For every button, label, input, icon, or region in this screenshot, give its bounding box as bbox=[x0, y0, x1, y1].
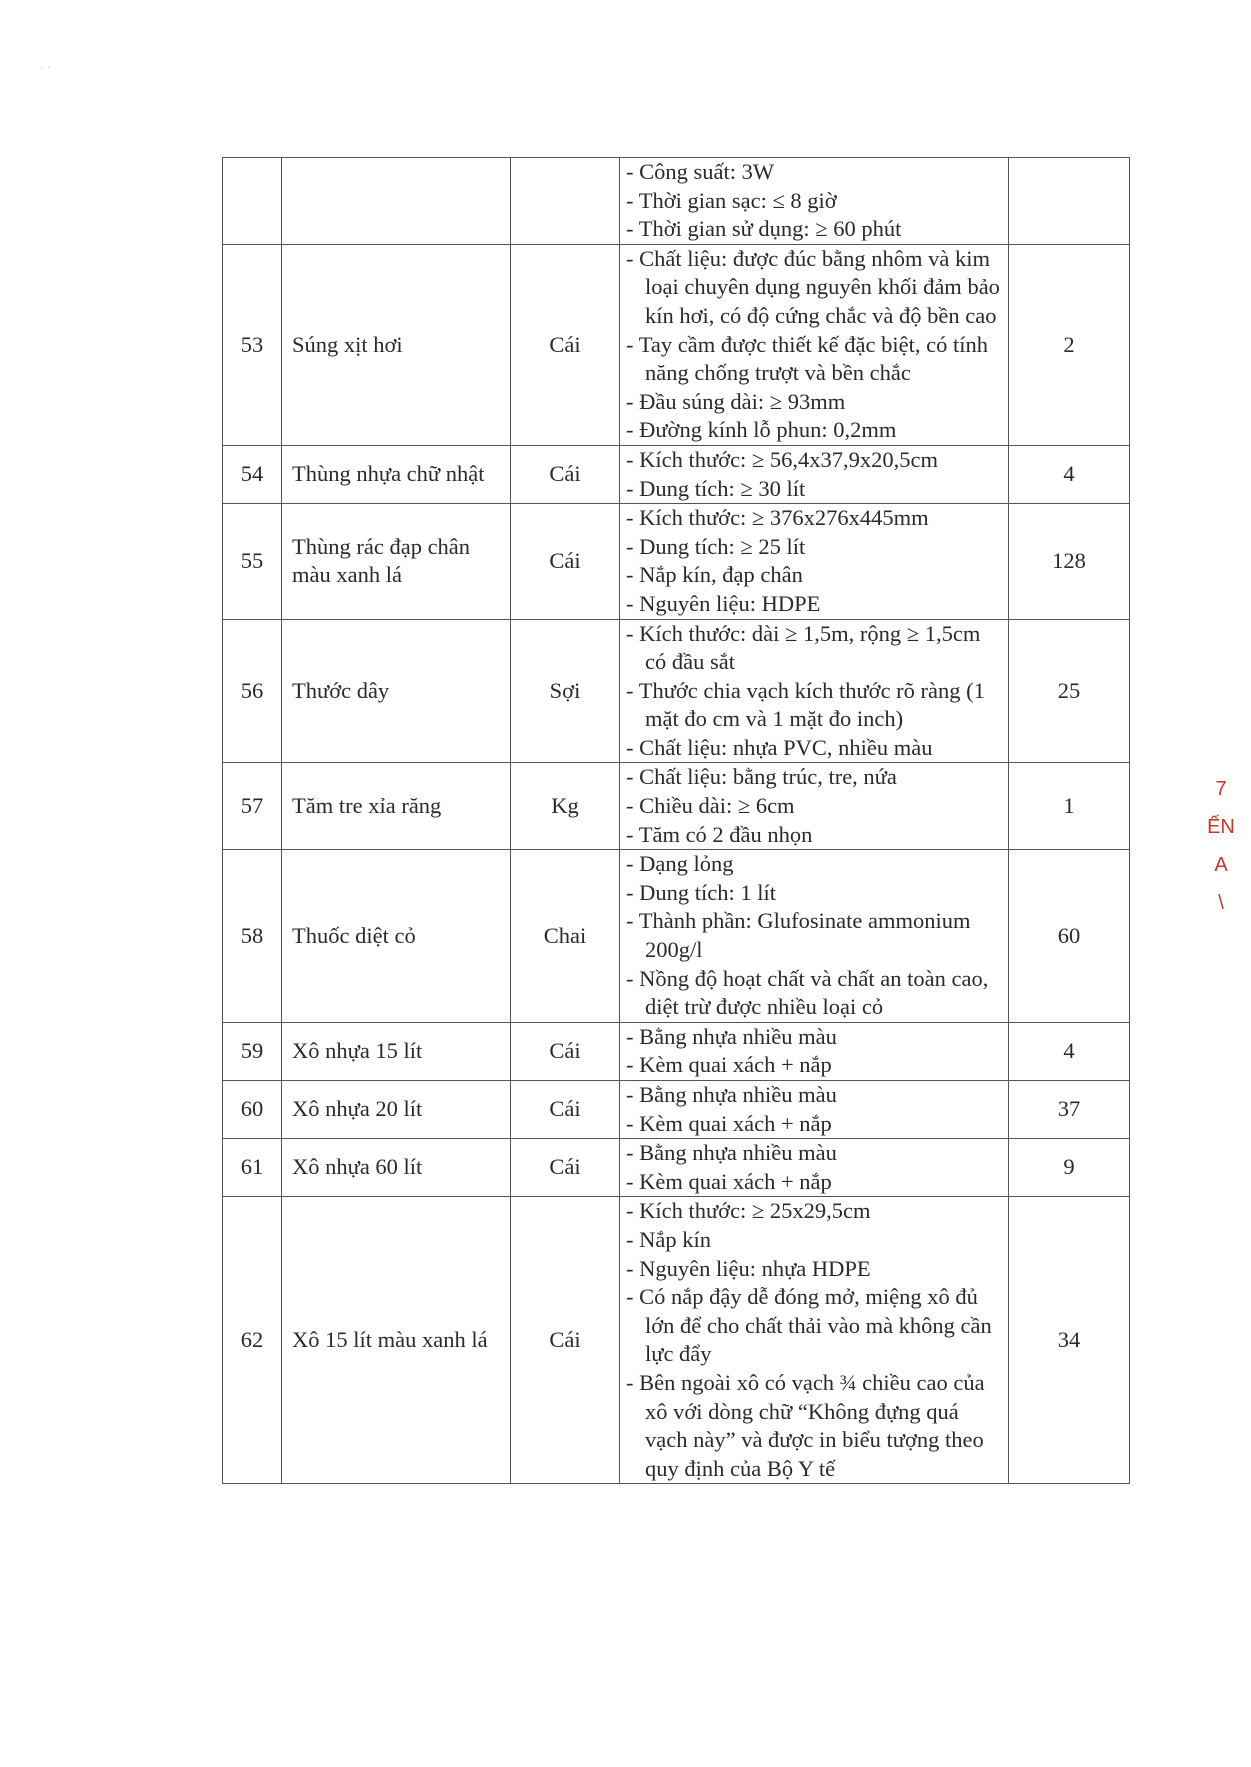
spec-line: - Thước chia vạch kích thước rõ ràng (1 mặt đo cm và 1 mặt đo inch) bbox=[626, 677, 985, 732]
quantity-cell: 34 bbox=[1009, 1197, 1130, 1484]
spec-line: - Chất liệu: được đúc bằng nhôm và kim loại chuyên dụng nguyên khối đảm bảo kín hơi, có độ cứng chắc và độ bền cao bbox=[626, 245, 1000, 328]
margin-stamp-marks bbox=[1201, 770, 1241, 922]
spec-line: - Dạng lỏng bbox=[626, 851, 734, 877]
table-row bbox=[223, 1197, 1130, 1484]
unit-cell: Chai bbox=[511, 850, 620, 1023]
spec-line: - Kích thước: ≥ 376x276x445mm bbox=[626, 505, 929, 531]
item-name-cell: Thước dây bbox=[282, 619, 511, 763]
item-name-cell: Súng xịt hơi bbox=[282, 244, 511, 445]
spec-line: - Đầu súng dài: ≥ 93mm bbox=[626, 388, 846, 414]
spec-line: - Dung tích: 1 lít bbox=[626, 879, 776, 905]
item-name-cell: Xô nhựa 60 lít bbox=[282, 1139, 511, 1197]
unit-cell: Cái bbox=[511, 1022, 620, 1080]
quantity-cell: 4 bbox=[1009, 1022, 1130, 1080]
spec-line: - Nắp kín, đạp chân bbox=[626, 562, 803, 588]
spec-line: - Nắp kín bbox=[626, 1226, 711, 1252]
item-name-cell: Thùng rác đạp chân màu xanh lá bbox=[282, 504, 511, 619]
margin-mark: \ bbox=[1218, 892, 1224, 914]
row-number-cell: 56 bbox=[223, 619, 282, 763]
spec-line: - Kích thước: dài ≥ 1,5m, rộng ≥ 1,5cm có đầu sắt bbox=[626, 620, 981, 675]
row-number-cell: 59 bbox=[223, 1022, 282, 1080]
specification-cell bbox=[620, 1139, 1009, 1197]
item-name-cell: Thùng nhựa chữ nhật bbox=[282, 445, 511, 503]
table-row bbox=[223, 763, 1130, 850]
row-number-cell: 57 bbox=[223, 763, 282, 850]
spec-line: - Bằng nhựa nhiều màu bbox=[626, 1023, 837, 1049]
table-row bbox=[223, 619, 1130, 763]
spec-line: - Thành phần: Glufosinate ammonium 200g/l bbox=[626, 908, 971, 963]
scan-specks: · · bbox=[40, 60, 51, 74]
table-row bbox=[223, 445, 1130, 503]
item-name-cell: Xô nhựa 20 lít bbox=[282, 1081, 511, 1139]
row-number-cell: 54 bbox=[223, 445, 282, 503]
unit-cell bbox=[511, 158, 620, 245]
table-row bbox=[223, 850, 1130, 1023]
specification-cell bbox=[620, 1022, 1009, 1080]
table-row bbox=[223, 158, 1130, 245]
specification-cell bbox=[620, 504, 1009, 619]
unit-cell: Cái bbox=[511, 445, 620, 503]
table-row bbox=[223, 504, 1130, 619]
unit-cell: Cái bbox=[511, 1081, 620, 1139]
item-name-cell: Xô nhựa 15 lít bbox=[282, 1022, 511, 1080]
quantity-cell: 128 bbox=[1009, 504, 1130, 619]
row-number-cell: 61 bbox=[223, 1139, 282, 1197]
spec-line: - Chiều dài: ≥ 6cm bbox=[626, 793, 795, 819]
item-name-cell: Tăm tre xỉa răng bbox=[282, 763, 511, 850]
spec-line: - Đường kính lỗ phun: 0,2mm bbox=[626, 417, 897, 443]
spec-line: - Dung tích: ≥ 25 lít bbox=[626, 533, 806, 559]
spec-line: - Kích thước: ≥ 56,4x37,9x20,5cm bbox=[626, 446, 939, 472]
quantity-cell: 60 bbox=[1009, 850, 1130, 1023]
specification-cell bbox=[620, 244, 1009, 445]
spec-line: - Nguyên liệu: nhựa HDPE bbox=[626, 1255, 871, 1281]
quantity-cell: 1 bbox=[1009, 763, 1130, 850]
unit-cell: Sợi bbox=[511, 619, 620, 763]
specification-cell bbox=[620, 850, 1009, 1023]
quantity-cell: 25 bbox=[1009, 619, 1130, 763]
spec-line: - Chất liệu: bằng trúc, tre, nứa bbox=[626, 764, 897, 790]
equipment-spec-table bbox=[222, 157, 1130, 1484]
specification-cell bbox=[620, 763, 1009, 850]
table-row bbox=[223, 1022, 1130, 1080]
spec-table-body bbox=[223, 158, 1130, 1484]
specification-cell bbox=[620, 1197, 1009, 1484]
row-number-cell: 62 bbox=[223, 1197, 282, 1484]
unit-cell: Cái bbox=[511, 504, 620, 619]
spec-line: - Kèm quai xách + nắp bbox=[626, 1052, 832, 1078]
spec-line: - Thời gian sử dụng: ≥ 60 phút bbox=[626, 216, 902, 242]
spec-line: - Tay cầm được thiết kế đặc biệt, có tính năng chống trượt và bền chắc bbox=[626, 331, 988, 386]
row-number-cell: 60 bbox=[223, 1081, 282, 1139]
spec-line: - Kèm quai xách + nắp bbox=[626, 1168, 832, 1194]
table-row bbox=[223, 1139, 1130, 1197]
row-number-cell: 58 bbox=[223, 850, 282, 1023]
item-name-cell: Thuốc diệt cỏ bbox=[282, 850, 511, 1023]
specification-cell bbox=[620, 445, 1009, 503]
spec-line: - Có nắp đậy dễ đóng mở, miệng xô đủ lớn để cho chất thải vào mà không cần lực đẩy bbox=[626, 1284, 992, 1367]
spec-line: - Kèm quai xách + nắp bbox=[626, 1110, 832, 1136]
margin-mark: ẾN bbox=[1207, 816, 1235, 838]
spec-line: - Tăm có 2 đầu nhọn bbox=[626, 821, 813, 847]
spec-line: - Công suất: 3W bbox=[626, 159, 775, 184]
row-number-cell bbox=[223, 158, 282, 245]
quantity-cell: 9 bbox=[1009, 1139, 1130, 1197]
row-number-cell: 55 bbox=[223, 504, 282, 619]
unit-cell: Cái bbox=[511, 1197, 620, 1484]
specification-cell bbox=[620, 158, 1009, 245]
unit-cell: Cái bbox=[511, 244, 620, 445]
row-number-cell: 53 bbox=[223, 244, 282, 445]
table-row bbox=[223, 1081, 1130, 1139]
spec-line: - Thời gian sạc: ≤ 8 giờ bbox=[626, 187, 837, 213]
margin-mark: A bbox=[1214, 854, 1228, 876]
table-row bbox=[223, 244, 1130, 445]
spec-line: - Kích thước: ≥ 25x29,5cm bbox=[626, 1198, 871, 1224]
spec-line: - Nguyên liệu: HDPE bbox=[626, 590, 821, 616]
spec-line: - Bằng nhựa nhiều màu bbox=[626, 1140, 837, 1166]
specification-cell bbox=[620, 619, 1009, 763]
quantity-cell: 2 bbox=[1009, 244, 1130, 445]
spec-line: - Bên ngoài xô có vạch ¾ chiều cao của xô với dòng chữ “Không đựng quá vạch này” và được in biểu tượng theo quy định của Bộ Y tế bbox=[626, 1369, 985, 1481]
margin-mark: 7 bbox=[1215, 778, 1227, 800]
spec-line: - Bằng nhựa nhiều màu bbox=[626, 1082, 837, 1107]
quantity-cell: 4 bbox=[1009, 445, 1130, 503]
spec-line: - Dung tích: ≥ 30 lít bbox=[626, 475, 806, 501]
item-name-cell bbox=[282, 158, 511, 245]
spec-line: - Nồng độ hoạt chất và chất an toàn cao, diệt trừ được nhiều loại cỏ bbox=[626, 965, 989, 1020]
unit-cell: Kg bbox=[511, 763, 620, 850]
unit-cell: Cái bbox=[511, 1139, 620, 1197]
item-name-cell: Xô 15 lít màu xanh lá bbox=[282, 1197, 511, 1484]
quantity-cell: 37 bbox=[1009, 1081, 1130, 1139]
quantity-cell bbox=[1009, 158, 1130, 245]
specification-cell bbox=[620, 1081, 1009, 1139]
spec-line: - Chất liệu: nhựa PVC, nhiều màu bbox=[626, 734, 933, 760]
